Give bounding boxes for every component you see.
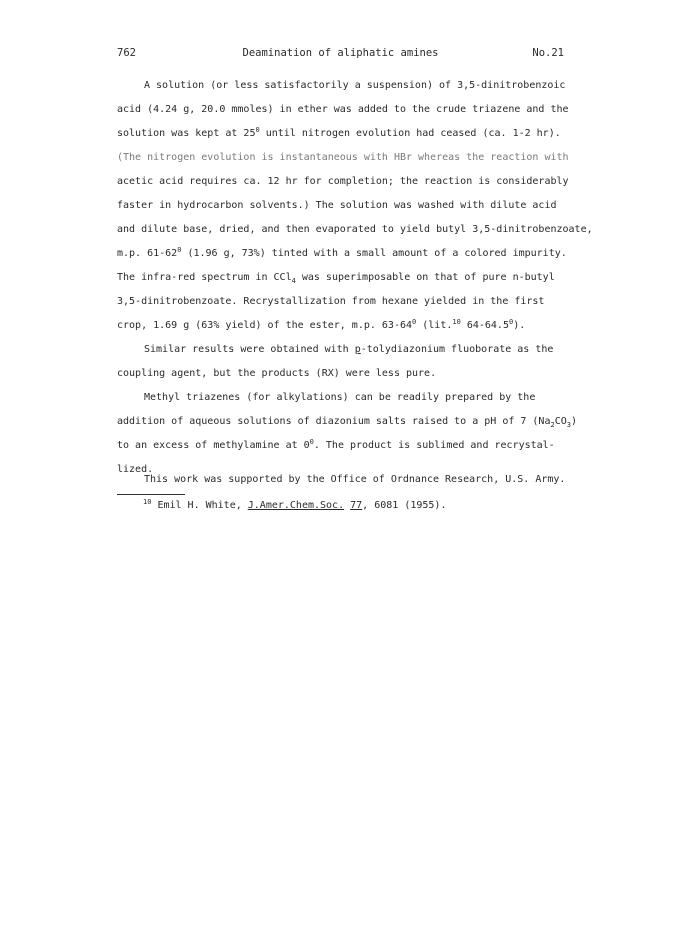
page-header bbox=[117, 47, 564, 63]
paragraph-1-line-3: solution was kept at $25^0$ until nitrogen evolution had ceased (ca. 1-2 hr). bbox=[117, 126, 561, 139]
issue-number: No.21 bbox=[532, 47, 564, 59]
paragraph-3-line-1: Methyl triazenes (for alkylations) can be readily prepared by the bbox=[144, 392, 536, 403]
paragraph-1-line-9: The infra-red spectrum in CCl$_4$ was superimposable on that of pure n-butyl bbox=[117, 272, 555, 285]
paragraph-1-line-6: faster in hydrocarbon solvents.) The solution was washed with dilute acid bbox=[117, 200, 557, 211]
footnote-marker: 10 bbox=[143, 498, 152, 506]
paragraph-1-line-5: acetic acid requires ca. 12 hr for completion; the reaction is considerably bbox=[117, 176, 569, 187]
acknowledgement-line: This work was supported by the Office of Ordnance Research, U.S. Army. bbox=[144, 474, 566, 485]
journal-name: J.Amer.Chem.Soc. bbox=[247, 500, 345, 511]
running-title: Deamination of aliphatic amines bbox=[242, 47, 439, 59]
paragraph-3-line-3: to an excess of methylamine at $0^0$. The product is sublimed and recrystal- bbox=[117, 438, 555, 451]
page-number: 762 bbox=[117, 47, 136, 59]
paragraph-3-line-2: addition of aqueous solutions of diazonium salts raised to a pH of 7 $(Na_2CO_3)$ bbox=[117, 416, 577, 429]
paragraph-1-line-2: acid (4.24 g, 20.0 mmoles) in ether was added to the crude triazene and the bbox=[117, 104, 569, 115]
footnote-10: $^{10}$ Emil H. White, J.Amer.Chem.Soc. 77, 6081 (1955). bbox=[143, 498, 447, 511]
paragraph-1-line-8: m.p. $61-62^0$ (1.96 g, 73%) tinted with a small amount of a colored impurity. bbox=[117, 246, 567, 259]
footnote-rule bbox=[117, 494, 185, 495]
paragraph-2-line-1: Similar results were obtained with p-tolydiazonium fluoborate as the bbox=[144, 344, 554, 355]
paragraph-2-line-2: coupling agent, but the products (RX) were less pure. bbox=[117, 368, 437, 379]
paragraph-1-line-10: 3,5-dinitrobenzoate. Recrystallization from hexane yielded in the first bbox=[117, 296, 545, 307]
paragraph-1-line-4: (The nitrogen evolution is instantaneous with HBr whereas the reaction with bbox=[117, 152, 569, 163]
paragraph-1-line-7: and dilute base, dried, and then evaporated to yield butyl 3,5-dinitrobenzoate, bbox=[117, 224, 593, 235]
paragraph-1-line-1: A solution (or less satisfactorily a suspension) of 3,5-dinitrobenzoic bbox=[144, 80, 566, 91]
paragraph-3-line-4: lized. bbox=[117, 464, 154, 475]
journal-volume: 77 bbox=[350, 500, 363, 511]
paragraph-1-line-11: crop, 1.69 g (63% yield) of the ester, m.p. $63-64^0$ (lit.$^{10}$ 64-64.5$^0$). bbox=[117, 318, 526, 331]
